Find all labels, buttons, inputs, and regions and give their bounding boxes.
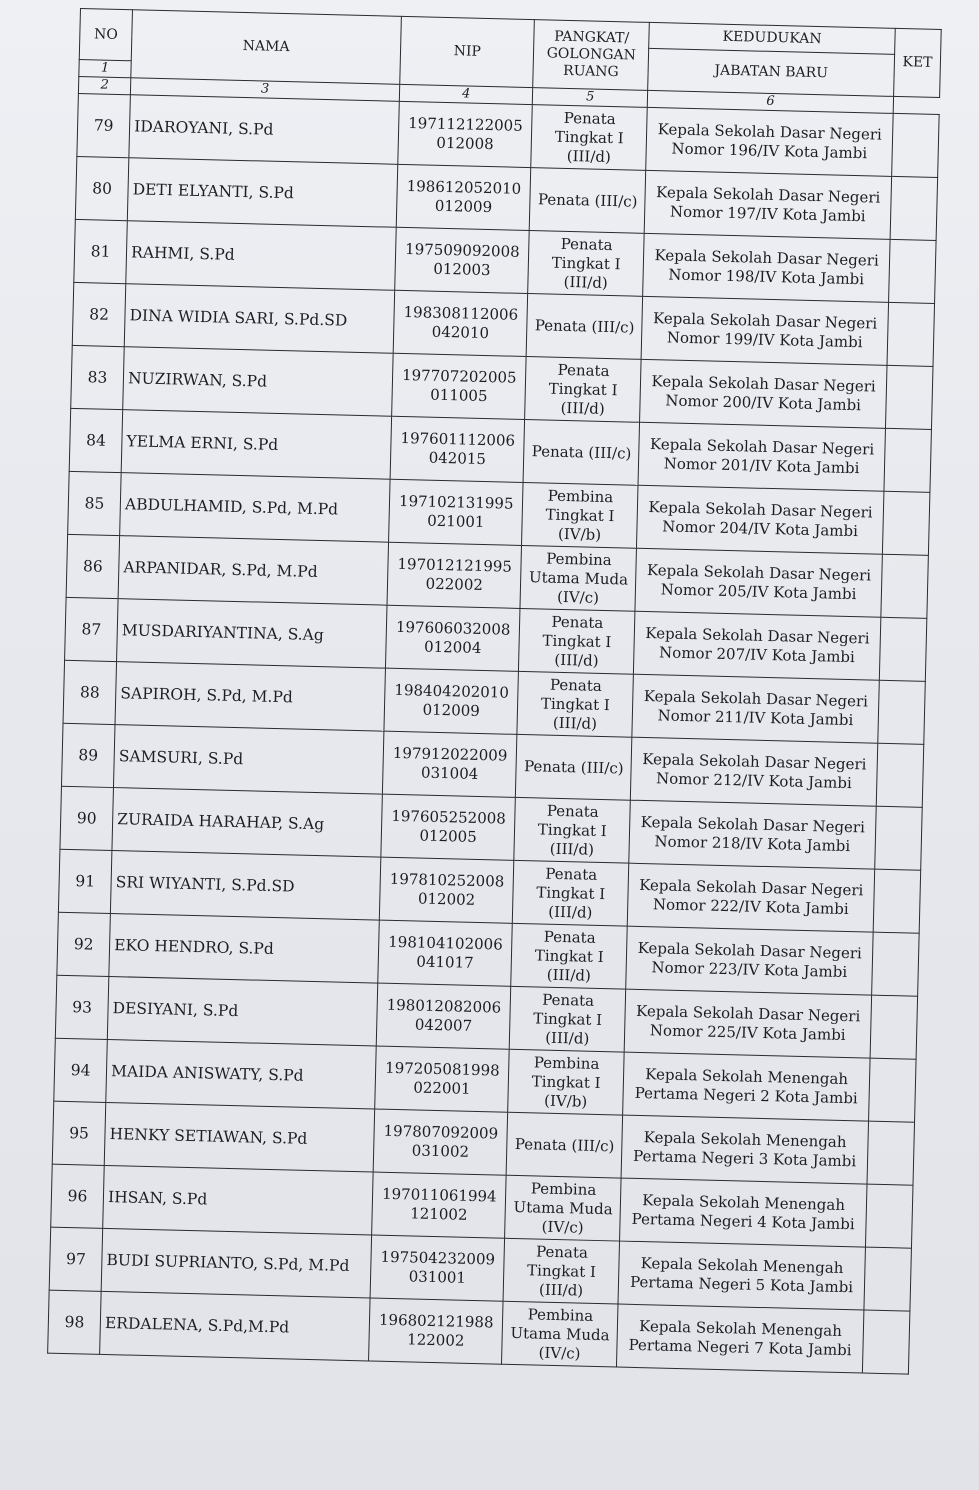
nip-line-2: 042015 — [428, 448, 487, 469]
new-position — [638, 422, 885, 491]
ket-cell — [876, 743, 923, 807]
position-line-1: Kepala Sekolah Menengah — [640, 1254, 844, 1278]
rank-line-3: (IV/c) — [538, 1343, 581, 1363]
employee-nip — [384, 668, 519, 734]
position-line-1: Kepala Sekolah Menengah — [642, 1191, 846, 1215]
employee-nip — [385, 605, 520, 671]
rank-line-3: (IV/b) — [543, 1091, 588, 1111]
position-line-1: Kepala Sekolah Dasar Negeri — [645, 624, 870, 648]
nip-line-2: 012008 — [436, 133, 494, 154]
rank-line-1: Penata (III/c) — [514, 1134, 615, 1155]
table-body — [48, 93, 940, 1374]
employee-name: SRI WIYANTI, S.Pd.SD — [110, 851, 380, 921]
nip-line-1: 197606032008 — [395, 617, 511, 639]
rank-line-1: Penata (III/c) — [537, 189, 638, 211]
row-number: 80 — [75, 156, 129, 220]
rank-line-3: (III/d) — [554, 650, 599, 670]
row-number: 89 — [61, 723, 115, 787]
row-number: 95 — [52, 1101, 106, 1165]
position-line-1: Kepala Sekolah Dasar Negeri — [637, 938, 863, 963]
rank-line-3: (III/d) — [552, 713, 598, 733]
employee-rank — [508, 1049, 624, 1115]
rank-line-2: Tingkat I — [531, 1071, 601, 1092]
rank-line-2: Tingkat I — [533, 1008, 603, 1029]
employee-rank — [505, 1175, 621, 1241]
rank-line-1: Pembina — [545, 549, 612, 569]
position-line-2: Nomor 201/IV Kota Jambi — [663, 454, 860, 478]
position-line-1: Kepala Sekolah Dasar Negeri — [655, 183, 881, 207]
nip-line-1: 197605252008 — [391, 806, 507, 828]
new-position — [640, 359, 887, 428]
nip-line-2: 021001 — [426, 511, 485, 532]
new-position — [637, 485, 884, 554]
nip-line-1: 198404202010 — [394, 680, 510, 702]
employee-name: DETI ELYANTI, S.Pd — [127, 158, 397, 228]
position-line-2: Nomor 211/IV Kota Jambi — [657, 706, 854, 730]
position-line-2: Pertama Negeri 4 Kota Jambi — [631, 1209, 855, 1234]
row-number: 94 — [54, 1038, 108, 1102]
nip-line-2: 012005 — [419, 826, 477, 846]
nip-line-1: 198104102006 — [388, 932, 503, 954]
header-pangkat: PANGKAT/ GOLONGAN RUANG — [533, 20, 649, 91]
ket-cell — [881, 554, 928, 618]
header-ket: KET — [894, 28, 942, 97]
position-line-2: Nomor 207/IV Kota Jambi — [658, 643, 856, 667]
employee-name: EKO HENDRO, S.Pd — [109, 914, 379, 984]
position-line-2: Nomor 204/IV Kota Jambi — [662, 517, 859, 541]
position-line-2: Pertama Negeri 3 Kota Jambi — [632, 1146, 857, 1171]
new-position — [641, 296, 888, 365]
position-line-2: Nomor 196/IV Kota Jambi — [671, 139, 868, 163]
nip-line-1: 197807092009 — [383, 1121, 499, 1143]
nip-line-1: 197011061994 — [381, 1184, 497, 1206]
employee-nip — [395, 227, 530, 293]
nip-line-1: 198308112006 — [403, 303, 519, 324]
ket-cell — [869, 1058, 916, 1122]
position-line-2: Pertama Negeri 5 Kota Jambi — [629, 1272, 854, 1297]
column-number: 2 — [78, 76, 131, 94]
employee-name: ZURAIDA HARAHAP, S.Ag — [112, 788, 382, 858]
ket-cell — [875, 806, 922, 870]
nip-line-2: 121002 — [410, 1204, 468, 1224]
position-line-2: Nomor 223/IV Kota Jambi — [651, 958, 848, 982]
ket-cell — [884, 428, 931, 492]
rank-line-2: Tingkat I — [551, 253, 621, 273]
row-number: 84 — [69, 408, 123, 472]
position-line-1: Kepala Sekolah Menengah — [643, 1128, 847, 1152]
rank-line-2: Tingkat I — [536, 882, 606, 903]
employee-nip — [370, 1235, 505, 1301]
nip-line-2: 022002 — [425, 574, 484, 595]
row-number: 85 — [68, 471, 122, 535]
position-line-2: Pertama Negeri 2 Kota Jambi — [634, 1083, 858, 1108]
employee-name: NUZIRWAN, S.Pd — [123, 347, 393, 417]
ket-cell — [889, 239, 936, 303]
rank-line-3: (IV/b) — [557, 524, 602, 544]
row-number: 97 — [49, 1227, 103, 1291]
header-nip: NIP — [400, 16, 535, 87]
rank-line-3: (IV/c) — [556, 587, 600, 607]
employee-name: YELMA ERNI, S.Pd — [121, 410, 391, 480]
rank-line-2: Tingkat I — [554, 127, 624, 147]
position-line-2: Pertama Negeri 7 Kota Jambi — [628, 1335, 852, 1360]
position-line-1: Kepala Sekolah Dasar Negeri — [642, 749, 867, 774]
position-line-2: Nomor 222/IV Kota Jambi — [652, 895, 849, 919]
position-line-1: Kepala Sekolah Dasar Negeri — [640, 812, 866, 837]
nip-line-1: 197012121995 — [397, 554, 513, 576]
rank-line-1: Penata — [549, 675, 603, 695]
row-number: 88 — [63, 660, 117, 724]
rank-line-3: (III/d) — [544, 1028, 590, 1048]
position-line-2: Nomor 200/IV Kota Jambi — [665, 391, 862, 415]
ket-cell — [886, 365, 933, 429]
row-number: 98 — [48, 1290, 102, 1354]
ket-cell — [864, 1247, 911, 1311]
ket-cell — [882, 491, 929, 555]
employee-rank — [525, 357, 641, 423]
nip-line-2: 031002 — [411, 1141, 470, 1161]
ket-cell — [887, 302, 934, 366]
employee-rank — [519, 608, 635, 674]
nip-line-1: 197509092008 — [404, 240, 520, 261]
employee-name: MAIDA ANISWATY, S.Pd — [106, 1039, 376, 1109]
employee-nip — [398, 101, 533, 167]
employee-nip — [389, 479, 524, 545]
position-line-1: Kepala Sekolah Dasar Negeri — [635, 1001, 861, 1026]
rank-line-1: Penata — [557, 360, 610, 380]
column-number: 1 — [79, 59, 132, 77]
rank-line-1: Penata — [542, 990, 595, 1010]
new-position — [623, 1052, 870, 1121]
employee-nip — [376, 983, 511, 1049]
employee-nip — [392, 353, 527, 419]
new-position — [618, 1241, 865, 1310]
rank-line-2: Utama Muda — [528, 567, 629, 589]
employee-nip — [378, 920, 513, 986]
nip-line-1: 197912022009 — [392, 743, 508, 765]
employee-rank — [528, 231, 644, 297]
ket-cell — [873, 869, 920, 933]
header-no: NO — [79, 9, 132, 61]
rank-line-2: Tingkat I — [545, 505, 615, 525]
header-jabatan-baru: JABATAN BARU — [648, 48, 895, 96]
rank-line-1: Penata (III/c) — [534, 315, 635, 337]
employee-name: IHSAN, S.Pd — [103, 1165, 373, 1235]
nip-line-1: 197112122005 — [408, 114, 523, 135]
rank-line-1: Pembina — [547, 486, 614, 506]
row-number: 79 — [77, 93, 131, 157]
ket-cell — [872, 932, 919, 996]
nip-line-1: 198012082006 — [386, 995, 502, 1017]
ket-cell — [879, 617, 926, 681]
rank-line-1: Penata — [563, 108, 616, 128]
nip-line-2: 022001 — [413, 1078, 471, 1098]
nip-line-1: 197601112006 — [400, 428, 516, 450]
rank-line-3: (III/d) — [546, 965, 592, 985]
position-line-1: Kepala Sekolah Menengah — [638, 1317, 843, 1341]
nip-line-1: 198612052010 — [406, 177, 522, 198]
new-position — [644, 170, 891, 239]
position-line-2: Nomor 197/IV Kota Jambi — [669, 202, 866, 226]
nip-line-1: 197810252008 — [389, 869, 505, 891]
employee-nip — [387, 542, 522, 608]
position-line-1: Kepala Sekolah Dasar Negeri — [643, 686, 869, 711]
position-line-2: Nomor 199/IV Kota Jambi — [666, 328, 863, 352]
employee-name: BUDI SUPRIANTO, S.Pd, M.Pd — [101, 1228, 371, 1298]
column-number: 5 — [533, 88, 648, 108]
employee-name: HENKY SETIAWAN, S.Pd — [104, 1102, 374, 1172]
rank-line-2: Tingkat I — [537, 819, 607, 840]
ket-cell — [867, 1121, 914, 1185]
employee-rank — [502, 1301, 618, 1367]
rank-line-1: Penata (III/c) — [523, 756, 624, 778]
row-number: 87 — [65, 597, 119, 661]
new-position — [626, 926, 873, 995]
rank-line-3: (III/d) — [563, 272, 609, 292]
position-line-2: Nomor 205/IV Kota Jambi — [660, 580, 857, 604]
row-number: 96 — [51, 1164, 105, 1228]
employee-name: ABDULHAMID, S.Pd, M.Pd — [120, 473, 390, 543]
rank-line-1: Penata — [535, 1242, 589, 1262]
position-line-2: Nomor 198/IV Kota Jambi — [668, 265, 865, 289]
new-position — [621, 1115, 868, 1184]
nip-line-1: 197707202005 — [401, 365, 517, 387]
rank-line-1: Penata — [545, 864, 598, 884]
rank-line-1: Pembina — [530, 1178, 597, 1199]
employee-nip — [372, 1172, 507, 1238]
ket-cell — [878, 680, 925, 744]
nip-line-2: 012009 — [434, 196, 493, 217]
row-number: 82 — [72, 282, 126, 346]
employee-rank — [517, 671, 633, 737]
rank-line-1: Penata — [546, 801, 599, 821]
new-position — [624, 989, 871, 1058]
nip-line-1: 197205081998 — [384, 1058, 500, 1080]
nip-line-1: 197102131995 — [398, 491, 514, 513]
ket-cell — [870, 995, 917, 1059]
position-line-1: Kepala Sekolah Dasar Negeri — [657, 120, 883, 144]
employee-name: ARPANIDAR, S.Pd, M.Pd — [118, 536, 388, 606]
employee-rank — [531, 105, 647, 171]
employee-nip — [396, 164, 531, 230]
document-sheet — [47, 8, 942, 1375]
nip-line-2: 012003 — [433, 259, 491, 280]
employee-name: MUSDARIYANTINA, S.Ag — [117, 599, 387, 669]
rank-line-3: (III/d) — [566, 146, 612, 166]
rank-line-3: (III/d) — [548, 902, 593, 922]
employee-nip — [381, 794, 516, 860]
row-number: 81 — [74, 219, 128, 283]
employee-name: DINA WIDIA SARI, S.Pd.SD — [124, 284, 394, 354]
position-line-1: Kepala Sekolah Dasar Negeri — [646, 561, 872, 585]
rank-line-1: Penata — [560, 234, 613, 254]
nip-line-2: 031001 — [408, 1267, 467, 1287]
employee-rank — [503, 1238, 619, 1304]
nip-line-1: 196802121988 — [378, 1310, 494, 1332]
ket-cell — [890, 176, 937, 240]
employee-rank — [516, 734, 632, 800]
employee-nip — [373, 1109, 508, 1175]
new-position — [646, 107, 893, 176]
employee-rank — [530, 168, 646, 234]
employee-nip — [390, 416, 525, 482]
new-position — [633, 611, 880, 680]
position-line-1: Kepala Sekolah Dasar Negeri — [639, 875, 864, 900]
rank-line-1: Pembina — [527, 1304, 594, 1325]
row-number: 83 — [71, 345, 125, 409]
new-position — [643, 233, 890, 302]
nip-line-2: 012004 — [423, 637, 482, 657]
column-number: 4 — [399, 84, 533, 104]
employee-name: SAMSURI, S.Pd — [114, 725, 384, 795]
nip-line-2: 042010 — [431, 322, 490, 343]
rank-line-2: Tingkat I — [542, 630, 612, 651]
position-line-1: Kepala Sekolah Dasar Negeri — [654, 246, 879, 270]
employee-name: IDAROYANI, S.Pd — [129, 95, 399, 165]
position-line-2: Nomor 218/IV Kota Jambi — [654, 832, 851, 856]
nip-line-1: 197504232009 — [380, 1247, 496, 1269]
rank-line-2: Tingkat I — [534, 945, 604, 966]
employee-rank — [523, 419, 639, 485]
position-line-2: Nomor 225/IV Kota Jambi — [649, 1021, 846, 1045]
rank-line-2: Tingkat I — [526, 1260, 597, 1281]
nip-line-2: 031004 — [420, 763, 479, 783]
row-number: 90 — [60, 786, 114, 850]
new-position — [627, 863, 874, 932]
ket-cell — [892, 113, 939, 177]
employee-name: DESIYANI, S.Pd — [107, 976, 377, 1046]
position-line-2: Nomor 212/IV Kota Jambi — [655, 769, 852, 793]
employee-rank — [514, 797, 630, 863]
nip-line-2: 012002 — [417, 889, 476, 909]
nip-line-2: 041017 — [416, 952, 474, 972]
employee-rank — [510, 986, 626, 1052]
rank-line-2: Utama Muda — [510, 1323, 610, 1344]
nip-line-2: 122002 — [406, 1330, 465, 1350]
nip-line-2: 042007 — [414, 1015, 473, 1035]
employee-rank — [520, 545, 636, 611]
employee-nip — [379, 857, 514, 923]
position-line-1: Kepala Sekolah Menengah — [645, 1065, 849, 1089]
rank-line-1: Penata — [551, 612, 604, 632]
employee-rank — [511, 923, 627, 989]
employee-rank — [522, 482, 638, 548]
ket-cell — [866, 1184, 913, 1248]
column-number: 3 — [131, 78, 400, 102]
personnel-table — [47, 8, 942, 1375]
rank-line-3: (IV/c) — [541, 1217, 584, 1237]
row-number: 92 — [57, 912, 111, 976]
rank-line-1: Pembina — [533, 1052, 600, 1073]
row-number: 91 — [58, 849, 112, 913]
employee-nip — [382, 731, 517, 797]
employee-nip — [393, 290, 528, 356]
employee-rank — [527, 294, 643, 360]
ket-cell — [862, 1310, 909, 1374]
new-position — [617, 1304, 864, 1373]
employee-name: SAPIROH, S.Pd, M.Pd — [115, 662, 385, 732]
header-nama: NAMA — [131, 10, 402, 85]
position-line-1: Kepala Sekolah Dasar Negeri — [649, 435, 875, 459]
new-position — [632, 674, 879, 743]
new-position — [635, 548, 882, 617]
rank-line-3: (III/d) — [560, 398, 605, 418]
header-kedudukan: KEDUDUKAN — [649, 22, 896, 54]
new-position — [629, 800, 876, 869]
position-line-1: Kepala Sekolah Dasar Negeri — [651, 372, 876, 396]
new-position — [630, 737, 877, 806]
row-number: 93 — [55, 975, 109, 1039]
column-number: 6 — [647, 90, 893, 113]
employee-nip — [369, 1298, 504, 1364]
employee-name: ERDALENA, S.Pd,M.Pd — [100, 1291, 370, 1361]
employee-rank — [507, 1112, 623, 1178]
rank-line-1: Penata — [543, 927, 596, 947]
rank-line-3: (III/d) — [549, 839, 595, 859]
rank-line-2: Tingkat I — [540, 693, 611, 714]
nip-line-2: 012009 — [422, 700, 481, 720]
nip-line-2: 011005 — [430, 385, 488, 406]
rank-line-2: Tingkat I — [548, 379, 618, 399]
new-position — [620, 1178, 867, 1247]
rank-line-2: Utama Muda — [513, 1197, 613, 1218]
employee-rank — [513, 860, 629, 926]
position-line-1: Kepala Sekolah Dasar Negeri — [652, 309, 878, 333]
position-line-1: Kepala Sekolah Dasar Negeri — [648, 498, 873, 522]
rank-line-1: Penata (III/c) — [531, 441, 632, 463]
rank-line-3: (III/d) — [538, 1280, 584, 1300]
employee-name: RAHMI, S.Pd — [126, 221, 396, 291]
row-number: 86 — [66, 534, 120, 598]
employee-nip — [375, 1046, 510, 1112]
